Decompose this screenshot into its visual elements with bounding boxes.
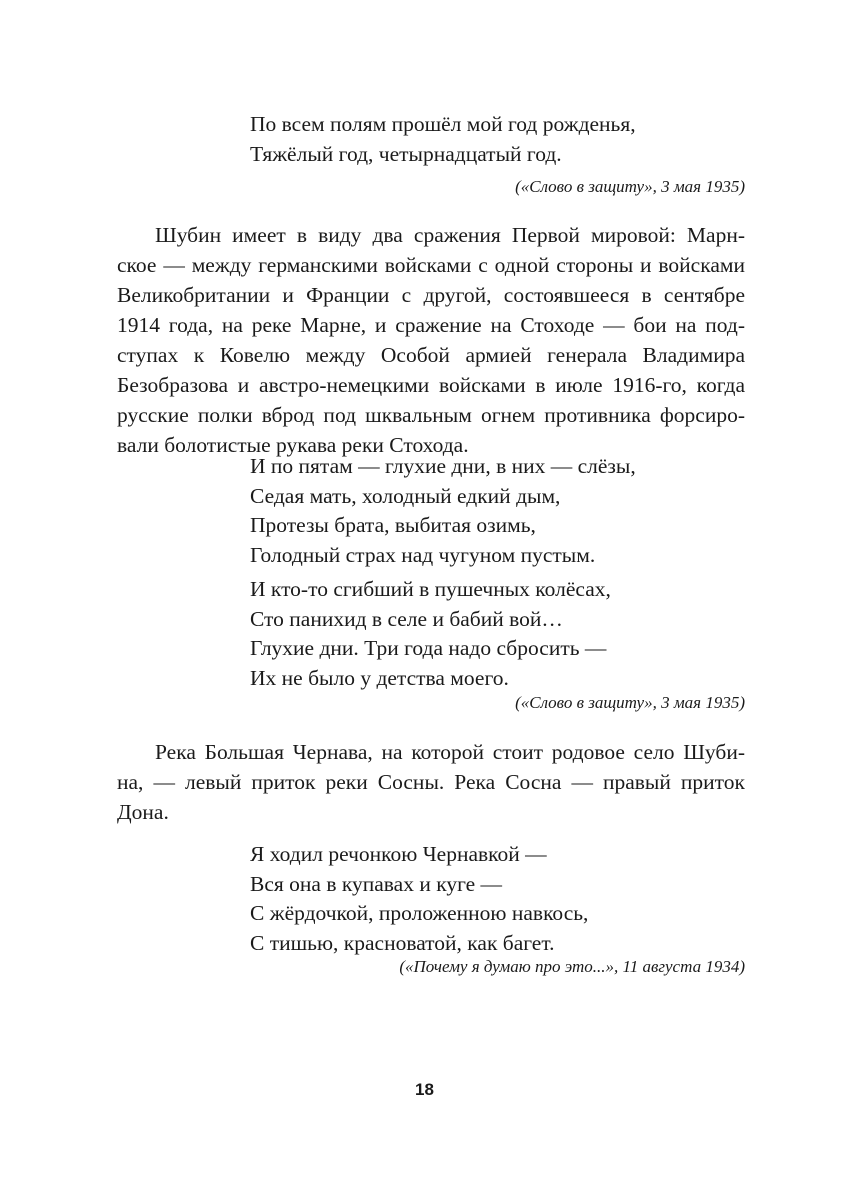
poem-line: И по пятам — глухие дни, в них — слёзы, [250,454,636,478]
poem-line: По всем полям прошёл мой год рожденья, [250,112,636,136]
poem-line: Тяжёлый год, четырнадцатый год. [250,141,562,166]
poem-source-2: («Слово в защиту», 3 мая 1935) [515,693,745,712]
poem-line: С жёрдочкой, проложенною навкось, [250,901,589,925]
poem-line: Голодный страх над чугуном пустым. [250,542,596,567]
poem-source-3: («Почему я думаю про это...», 11 августа 1934) [399,957,745,976]
poem-excerpt-2-stanza-1 [250,452,636,570]
paragraph-line: Дона. [117,800,169,824]
poem-excerpt-1 [250,110,636,169]
poem-line: С тишью, красноватой, как багет. [250,930,555,955]
poem-line: Их не было у детства моего. [250,665,509,690]
poem-line: Вся она в купавах и куге — [250,871,503,896]
poem-line: Я ходил речонкою Чернавкой — [250,842,547,866]
paragraph-line: ское — между германскими войсками с одной стороны и войсками [117,253,745,277]
paragraph-line: Шубин имеет в виду два сражения Первой мировой: Марн- [155,223,745,247]
poem-line: И кто-то сгибший в пушечных колёсах, [250,577,611,601]
paragraph-line: Река Большая Чернава, на которой стоит родовое село Шуби- [155,740,745,764]
paragraph-line: ступах к Ковелю между Особой армией генерала Владимира [117,343,745,367]
poem-source-1: («Слово в защиту», 3 мая 1935) [515,177,745,196]
paragraph-line: на, — левый приток реки Сосны. Река Сосна — правый приток [117,770,745,794]
poem-excerpt-3 [250,840,588,958]
paragraph-2 [117,737,745,827]
paragraph-line: Великобритании и Франции с другой, состоявшееся в сентябре [117,283,745,307]
paragraph-line: вали болотистые рукава реки Стохода. [117,433,469,457]
poem-line: Седая мать, холодный едкий дым, [250,483,561,508]
poem-line: Глухие дни. Три года надо сбросить — [250,636,607,660]
poem-excerpt-2-stanza-2 [250,575,611,693]
poem-line: Протезы брата, выбитая озимь, [250,513,536,537]
paragraph-1 [117,220,745,460]
poem-line: Сто панихид в селе и бабий вой… [250,606,563,631]
paragraph-line: русские полки вброд под шквальным огнем противника форсиро- [117,403,745,427]
paragraph-line: Безобразова и австро-немецкими войсками в июле 1916-го, когда [117,373,745,397]
page-number: 18 [415,1080,434,1099]
paragraph-line: 1914 года, на реке Марне, и сражение на Стоходе — бои на под- [117,313,745,337]
